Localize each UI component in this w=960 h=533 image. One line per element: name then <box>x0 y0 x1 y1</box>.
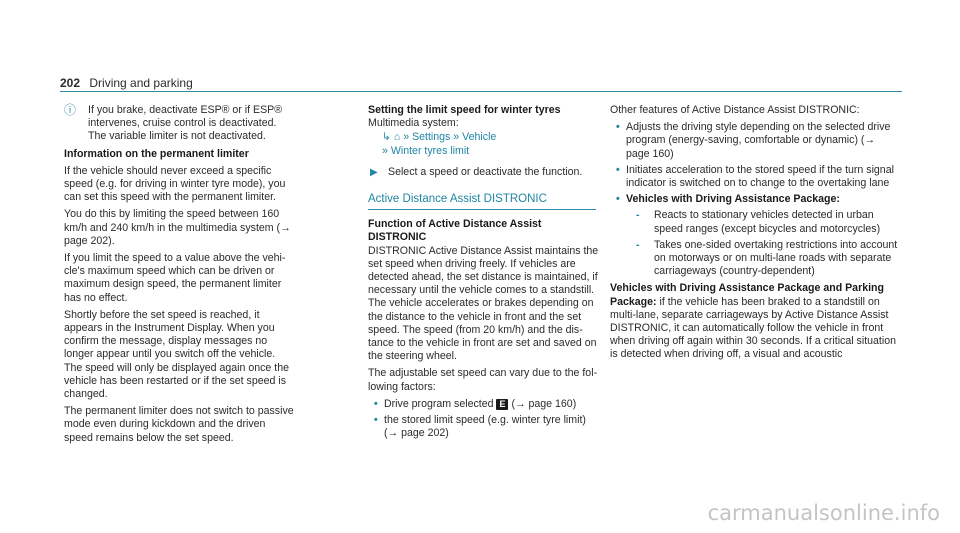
paragraph: If you limit the speed to a value above the vehicle's maximum speed which can be driven or maximum design speed, the permanent limiter has no effect. <box>64 252 286 304</box>
info-note <box>64 104 296 144</box>
sub-heading: Function of Active Distance Assist DISTRONIC <box>368 218 542 244</box>
instruction-step <box>368 166 600 179</box>
sub-list <box>626 209 900 278</box>
menu-path-cont <box>368 145 600 158</box>
paragraph: Other features of Active Distance Assist DISTRONIC: <box>610 104 860 116</box>
info-note-text: If you brake, deactivate ESP® or if ESP® intervenes, cruise control is deactivated. The variable limiter is not deactivated. <box>88 104 283 143</box>
menu-arrow-icon: ↳ <box>382 131 391 144</box>
column-middle <box>368 104 600 444</box>
step-triangle-icon: ▶ <box>370 166 378 178</box>
menu-item-vehicle[interactable]: Vehicle <box>462 131 497 144</box>
paragraph: The permanent limiter does not switch to passive mode even during kickdown and the driven speed remains below the set speed. <box>64 405 294 444</box>
chapter-title: Driving and parking <box>89 76 193 90</box>
paragraph: The adjustable set speed can vary due to the following factors: <box>368 367 598 393</box>
list-item: • Drive program selected E (→ page 160) <box>368 398 600 411</box>
page-number: 202 <box>60 76 81 90</box>
drive-program-e-icon: E <box>496 399 508 410</box>
system-label: Multimedia system: <box>368 117 459 130</box>
paragraph: Vehicles with Driving Assistance Package and Parking Package: if the vehicle has been braked to a standstill on multi-lane, separate carriageways by Active Distance Assist DISTRONIC, it can automatically follow the vehicle in front when driving off again within 30 seconds. If a critical situation is detected when driving off, a visual and acoustic <box>610 282 896 361</box>
list-item: - Reacts to stationary vehicles detected in urban speed ranges (except bicycles and motorcycles) <box>626 209 900 235</box>
header-rule <box>60 91 902 92</box>
paragraph: Shortly before the set speed is reached, it appears in the Instrument Display. When you confirm the message, display messages no longer appear until you switch off the vehicle. The speed will only be displayed again once the vehicle has been restarted or if the set speed is changed. <box>64 308 289 401</box>
menu-item-winter-tyres-limit[interactable]: Winter tyres limit <box>390 144 470 157</box>
factor-list <box>368 398 600 441</box>
step-text: Select a speed or deactivate the function. <box>388 165 583 178</box>
chevron-double-right-icon: » <box>382 144 388 157</box>
page-header <box>60 76 193 90</box>
info-icon: ⓘ <box>64 103 77 117</box>
section-heading: Setting the limit speed for winter tyres <box>368 104 561 116</box>
menu-item-settings[interactable]: Settings <box>412 131 451 144</box>
menu-path <box>368 131 600 144</box>
paragraph: If the vehicle should never exceed a specific speed (e.g. for driving in winter tyre mode), you can set this speed with the permanent limiter. <box>64 164 286 204</box>
section-heading: Information on the permanent limiter <box>64 147 249 160</box>
chevron-double-right-icon: » <box>403 131 410 144</box>
column-left <box>64 104 296 449</box>
list-item: • Initiates acceleration to the stored speed if the turn signal indicator is switched on to change to the overtaking lane <box>610 164 900 190</box>
list-item: • Vehicles with Driving Assistance Package: - Reacts to stationary vehicles detected in urban speed ranges (except bicycles and motorcycles) - Takes one-sided overtaking restrictions into account on motorways or on multi-lane roads with separate carriageways (country-dependent) <box>610 193 900 278</box>
paragraph: You do this by limiting the speed between 160 km/h and 240 km/h in the multimedia system (→ page 202). <box>64 208 291 247</box>
list-item: - Takes one-sided overtaking restrictions into account on motorways or on multi-lane roads with separate carriageways (country-dependent) <box>626 239 900 279</box>
list-item: • the stored limit speed (e.g. winter tyre limit) (→ page 202) <box>368 414 600 440</box>
chevron-double-right-icon: » <box>453 131 460 144</box>
paragraph: DISTRONIC Active Distance Assist maintains the set speed when driving freely. If vehicles are detected ahead, the set distance is maintained, if necessary until the vehicle comes to a standstill. The vehicle accelerates or brakes depending on the distance to the vehicle in front and the set speed. The speed (from 20 km/h) and the distance to the vehicle in front are set and saved on the steering wheel. <box>368 244 599 363</box>
home-icon[interactable]: ⌂ <box>393 131 401 144</box>
list-item: • Adjusts the driving style depending on the selected drive program (energy-saving, comfortable or dynamic) (→ page 160) <box>610 121 900 161</box>
watermark: carmanualsonline.info <box>707 501 940 525</box>
feature-list <box>610 121 900 278</box>
column-right <box>610 104 900 366</box>
section-title: Active Distance Assist DISTRONIC <box>368 193 596 210</box>
